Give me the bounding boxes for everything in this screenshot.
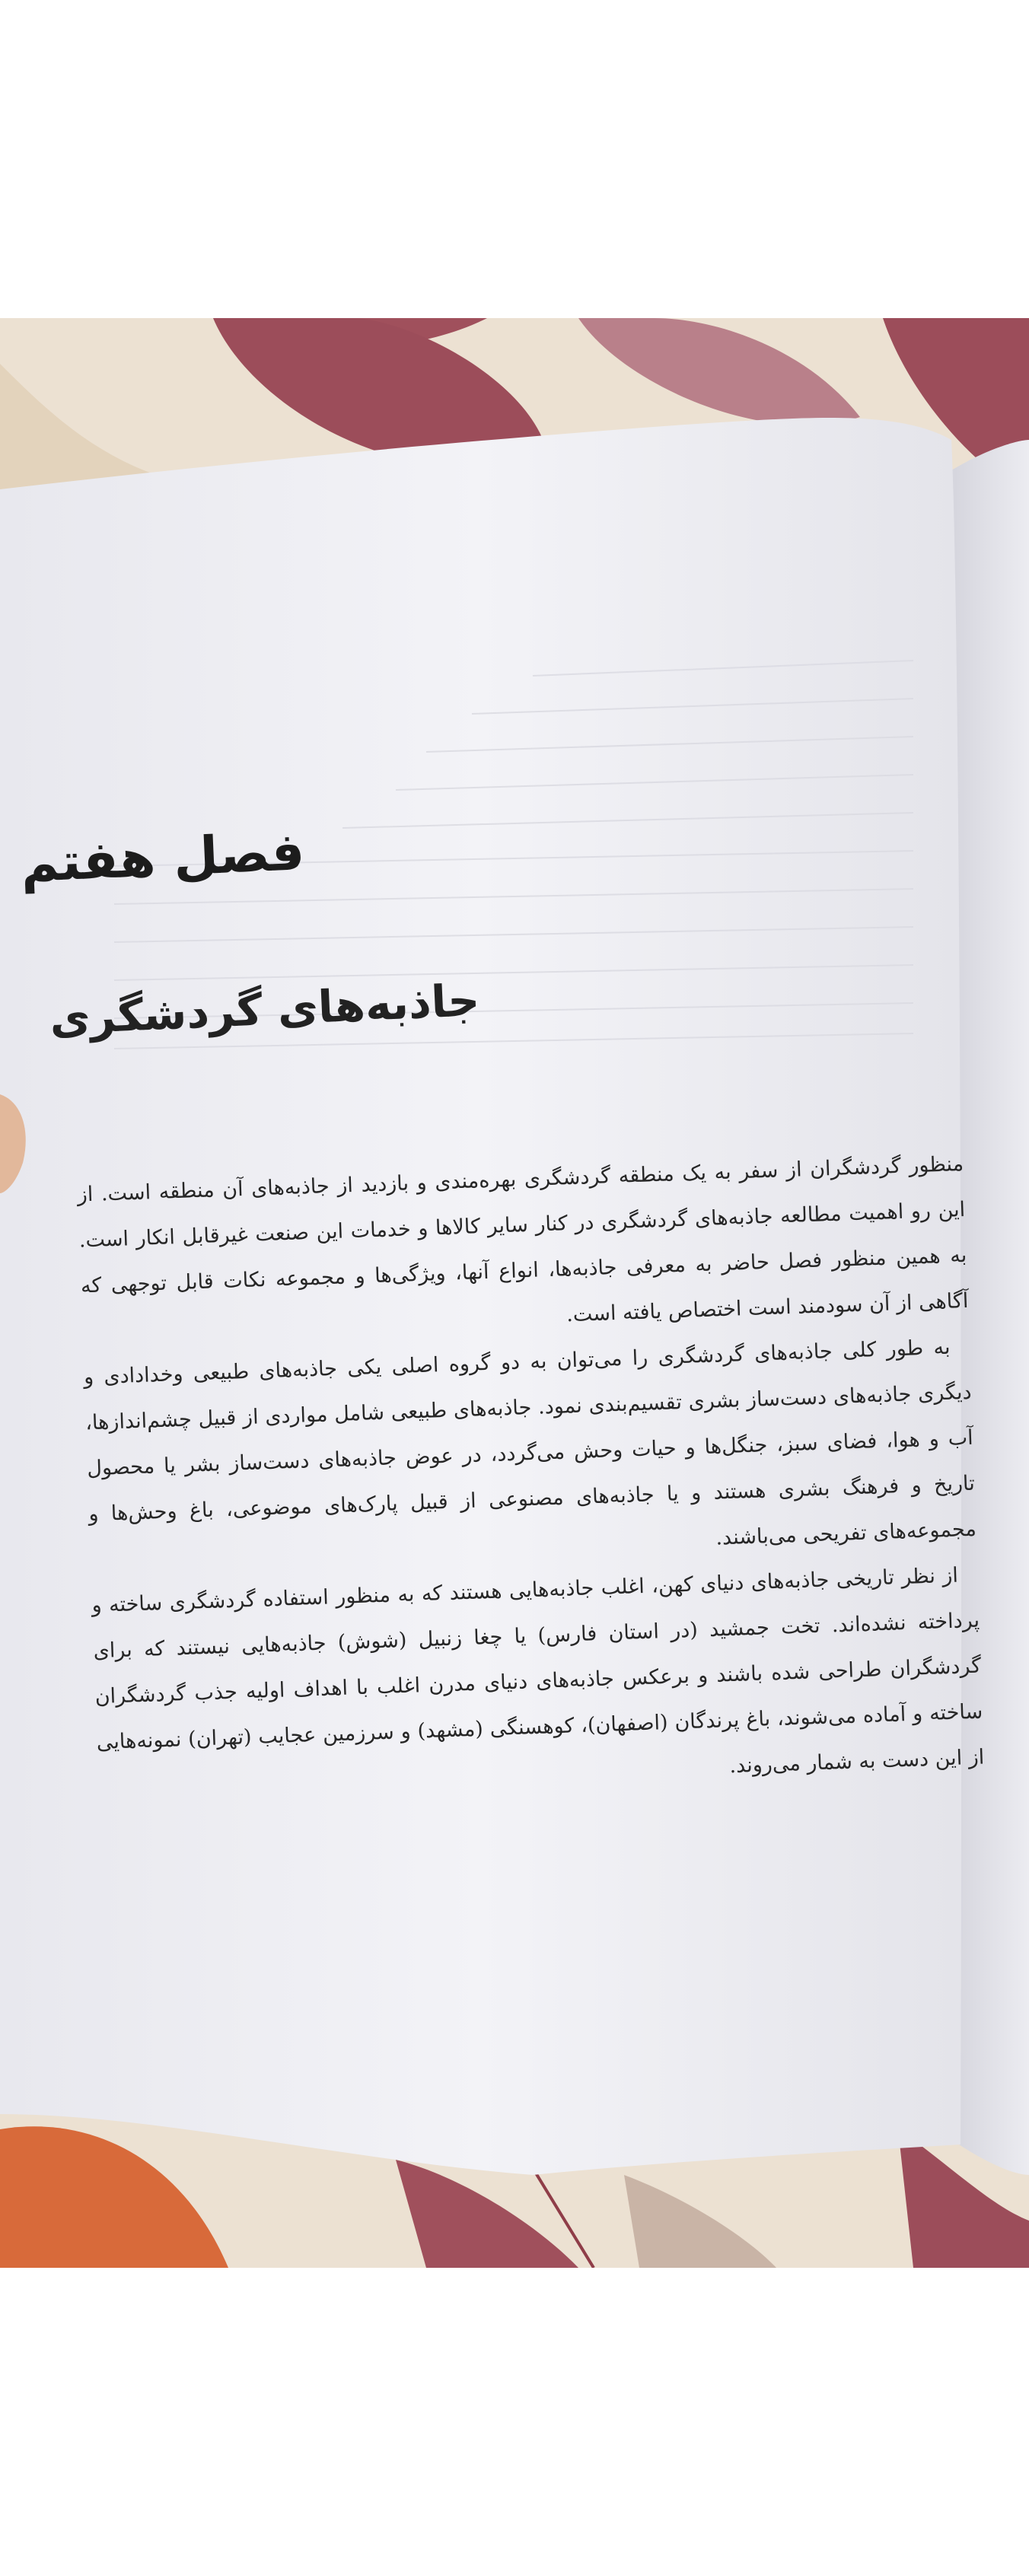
paragraph: منظور گردشگران از سفر به یک منطقه گردشگری بهره‌مندی و بازدید از جاذبه‌های آن منطقه است. از این رو اهمیت مطالعه جاذبه‌های گردشگری در کنار سایر کالاها و خدمات این صنعت غیرقابل انکار است. به همین منظور فصل حاضر به معرفی جاذبه‌ها، انواع آنها، ویژگی‌ها و مجموعه نکات قابل توجهی که آگاهی از آن سودمند است اختصاص یافته است. <box>77 1151 969 1327</box>
chapter-label: فصل هفتم <box>19 822 306 895</box>
paragraph: به طور کلی جاذبه‌های گردشگری را می‌توان به دو گروه اصلی یکی جاذبه‌های طبیعی وخدادادی و دیگری جاذبه‌های دست‌ساز بشری تقسیم‌بندی نمود. جاذبه‌های طبیعی شامل مواردی از قبیل چشم‌اندازها، آب و هوا، فضای سبز، جنگل‌ها و حیات وحش می‌گردد، در عوض جاذبه‌های دست‌ساز بشر یا محصول تاریخ و فرهنگ بشری هستند و یا جاذبه‌های مصنوعی از قبیل پارک‌های موضوعی، باغ وحش‌ها و مجموعه‌های تفریحی می‌باشند. <box>83 1335 977 1550</box>
body-text <box>77 1142 986 1811</box>
paragraph: از نظر تاریخی جاذبه‌های دنیای کهن، اغلب جاذبه‌هایی هستند که به منظور استفاده گردشگری ساخته و پرداخته نشده‌اند. تخت جمشید (در استان فارس) یا چغا زنبیل (شوش) جاذبه‌هایی نیستند که برای گردشگران طراحی شده باشند و برعکس جاذبه‌های دنیای مدرن اغلب با اهداف اولیه جذب گردشگران ساخته و آماده می‌شوند، باغ پرندگان (اصفهان)، کوهسنگی (مشهد) و سرزمین عجایب (تهران) نمونه‌هایی از این دست به شمار می‌روند. <box>91 1563 985 1778</box>
chapter-title: جاذبه‌های گردشگری <box>48 974 481 1045</box>
